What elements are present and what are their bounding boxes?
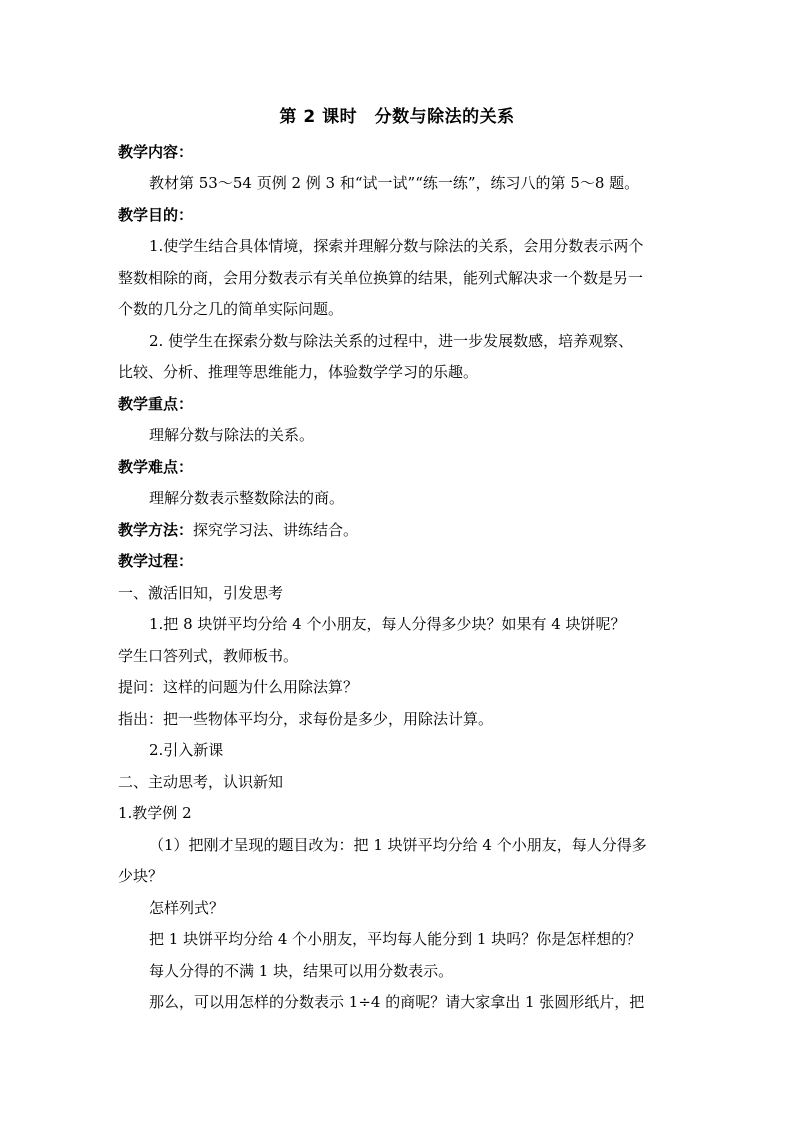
heading-difficulties: 教学难点： xyxy=(118,458,194,476)
paragraph-line: 理解分数与除法的关系。 xyxy=(149,426,315,444)
paragraph-line: 整数相除的商，会用分数表示有关单位换算的结果，能列式解决求一个数是另一 xyxy=(118,269,644,287)
paragraph-line: 指出：把一些物体平均分，求每份是多少，用除法计算。 xyxy=(118,710,494,728)
heading-methods: 教学方法： xyxy=(118,521,194,539)
paragraph-line: （1）把刚才呈现的题目改为：把 1 块饼平均分给 4 个小朋友，每人分得多 xyxy=(149,836,647,854)
paragraph-line: 1.把 8 块饼平均分给 4 个小朋友，每人分得多少块？如果有 4 块饼呢？ xyxy=(149,615,626,633)
section-heading: 二、主动思考，认识新知 xyxy=(118,773,284,791)
paragraph-line: 每人分得的不满 1 块，结果可以用分数表示。 xyxy=(149,962,454,980)
paragraph-line: 那么，可以用怎样的分数表示 1÷4 的商呢？请大家拿出 1 张圆形纸片，把 xyxy=(149,993,645,1011)
paragraph-line: 2.引入新课 xyxy=(149,741,224,759)
page-title: 第 2 课时 分数与除法的关系 xyxy=(279,107,515,127)
paragraph-line: 1.使学生结合具体情境，探索并理解分数与除法的关系，会用分数表示两个 xyxy=(149,237,644,255)
heading-process: 教学过程： xyxy=(118,552,194,570)
paragraph-line: 学生口答列式，教师板书。 xyxy=(118,647,299,665)
paragraph-line: 个数的几分之几的简单实际问题。 xyxy=(118,300,344,318)
paragraph-line: 少块？ xyxy=(118,867,164,885)
heading-objectives: 教学目的： xyxy=(118,206,194,224)
paragraph-line: 提问：这样的问题为什么用除法算？ xyxy=(118,678,359,696)
paragraph-line: 把 1 块饼平均分给 4 个小朋友，平均每人能分到 1 块吗？你是怎样想的？ xyxy=(149,930,642,948)
paragraph-line: 1.教学例 2 xyxy=(118,804,192,822)
paragraph-line: 教材第 53～54 页例 2 例 3 和“试一试”“练一练”，练习八的第 5～8 题。 xyxy=(149,174,640,192)
paragraph-line: 理解分数表示整数除法的商。 xyxy=(149,489,345,507)
heading-content: 教学内容： xyxy=(118,143,194,161)
methods-text: 探究学习法、讲练结合。 xyxy=(193,521,359,539)
heading-key-points: 教学重点： xyxy=(118,395,194,413)
paragraph-line: 2. 使学生在探索分数与除法关系的过程中，进一步发展数感，培养观察、 xyxy=(149,332,634,350)
paragraph-line: 怎样列式？ xyxy=(149,899,225,917)
section-heading: 一、激活旧知，引发思考 xyxy=(118,584,284,602)
paragraph-line: 比较、分析、推理等思维能力，体验数学学习的乐趣。 xyxy=(118,363,479,381)
methods-line xyxy=(118,520,358,540)
